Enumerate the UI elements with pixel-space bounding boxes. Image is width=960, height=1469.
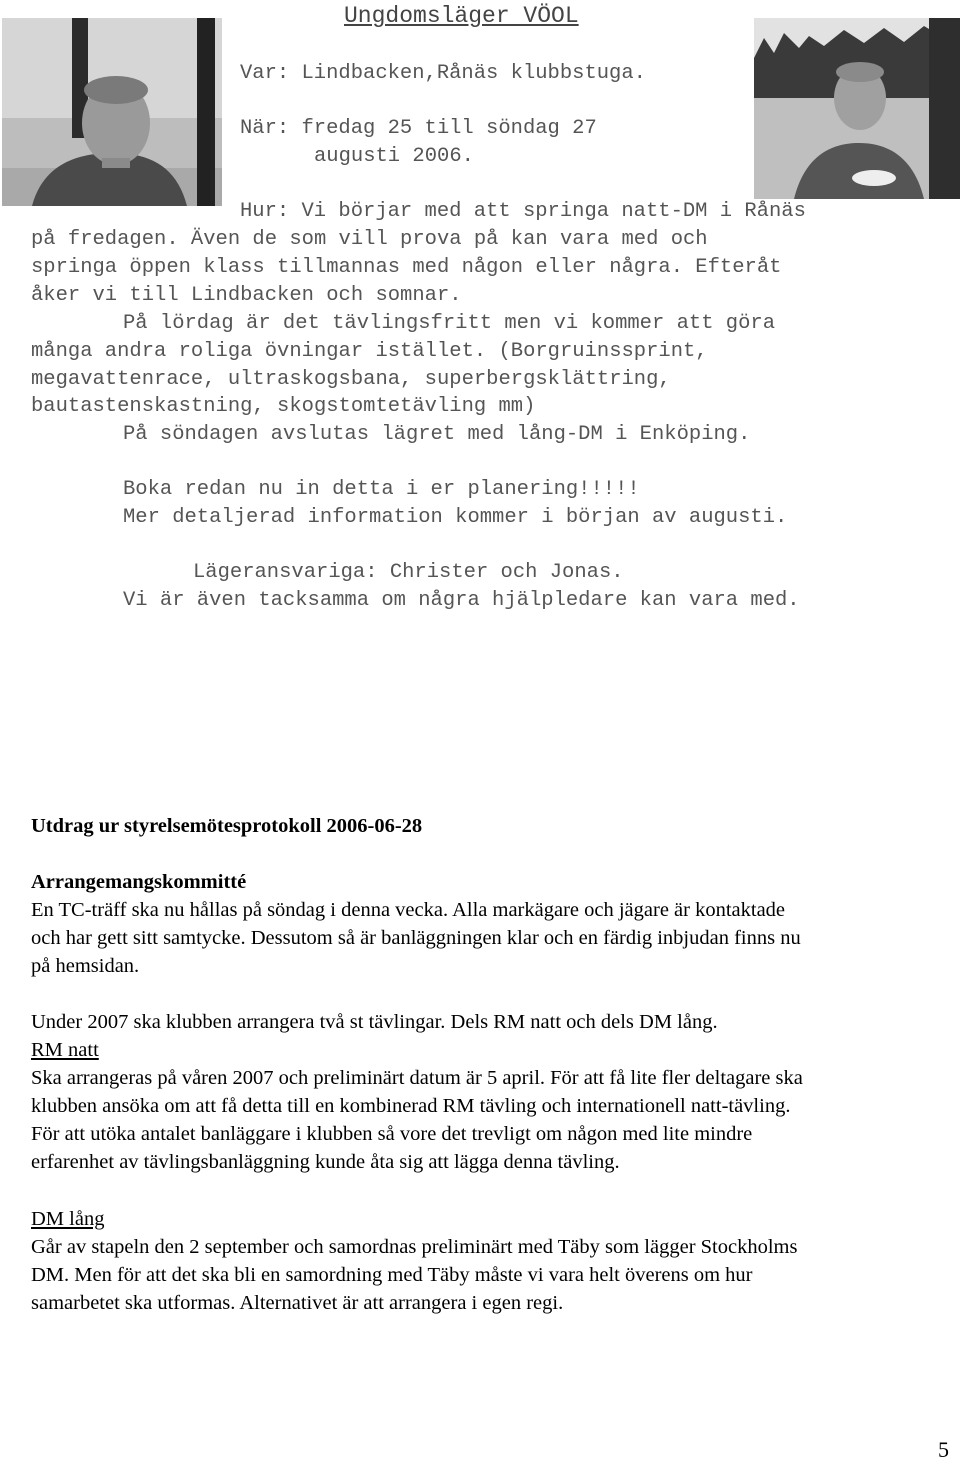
rm-line: Ska arrangeras på våren 2007 och preliminärt datum är 5 april. För att få lite fler deltagare ska	[31, 1067, 803, 1089]
rm-line: För att utöka antalet banläggare i klubben så vore det trevligt om någon med lite mindre	[31, 1123, 753, 1145]
camp-when-line1: När: fredag 25 till söndag 27	[240, 117, 597, 140]
camp-where: Var: Lindbacken,Rånäs klubbstuga.	[240, 62, 646, 85]
camp-body-line: många andra roliga övningar istället. (Borgruinssprint,	[31, 340, 708, 363]
dm-lang-heading: DM lång	[31, 1208, 105, 1230]
committee-line: på hemsidan.	[31, 955, 140, 977]
camp-body-line: bautastenskastning, skogstomtetävling mm)	[31, 395, 536, 418]
camp-body-line: springa öppen klass tillmannas med någon eller några. Efteråt	[31, 256, 782, 279]
dm-line: Går av stapeln den 2 september och samordnas preliminärt med Täby som lägger Stockholms	[31, 1236, 798, 1258]
camp-helpers-line: Vi är även tacksamma om några hjälpledare kan vara med.	[123, 589, 800, 612]
camp-when-line2: augusti 2006.	[314, 145, 474, 168]
camp-info-line: Mer detaljerad information kommer i början av augusti.	[123, 506, 788, 529]
committee-line: En TC-träff ska nu hållas på söndag i denna vecka. Alla markägare och jägare är kontaktade	[31, 899, 786, 921]
camp-body-line: åker vi till Lindbacken och somnar.	[31, 284, 462, 307]
committee-heading: Arrangemangskommitté	[31, 871, 247, 893]
photo-christer	[2, 18, 222, 206]
page-number: 5	[938, 1437, 949, 1462]
rm-line: klubben ansöka om att få detta till en kombinerad RM tävling och internationell natt-tävling.	[31, 1095, 791, 1117]
camp-leaders-line: Lägeransvariga: Christer och Jonas.	[193, 561, 624, 584]
dm-line: samarbetet ska utformas. Alternativet är att arrangera i egen regi.	[31, 1292, 564, 1314]
protocol-heading: Utdrag ur styrelsemötesprotokoll 2006-06-28	[31, 815, 423, 837]
camp-how: Hur: Vi börjar med att springa natt-DM i Rånäs	[240, 200, 806, 223]
camp-book-line: Boka redan nu in detta i er planering!!!!!	[123, 478, 640, 501]
camp-body-line: på fredagen. Även de som vill prova på kan vara med och	[31, 228, 708, 251]
under-2007-line: Under 2007 ska klubben arrangera två st tävlingar. Dels RM natt och dels DM lång.	[31, 1011, 718, 1033]
committee-line: och har gett sitt samtycke. Dessutom så är banläggningen klar och en färdig inbjudan finns nu	[31, 927, 801, 949]
rm-line: erfarenhet av tävlingsbanläggning kunde åta sig att lägga denna tävling.	[31, 1151, 620, 1173]
dm-line: DM. Men för att det ska bli en samordning med Täby måste vi vara helt överens om hur	[31, 1264, 753, 1286]
camp-title: Ungdomsläger VÖOL	[344, 3, 579, 29]
photo-jonas	[754, 18, 960, 199]
camp-body-line: På söndagen avslutas lägret med lång-DM i Enköping.	[123, 423, 751, 446]
rm-natt-heading: RM natt	[31, 1039, 99, 1061]
camp-body-line: På lördag är det tävlingsfritt men vi kommer att göra	[123, 312, 776, 335]
camp-body-line: megavattenrace, ultraskogsbana, superbergsklättring,	[31, 368, 671, 391]
